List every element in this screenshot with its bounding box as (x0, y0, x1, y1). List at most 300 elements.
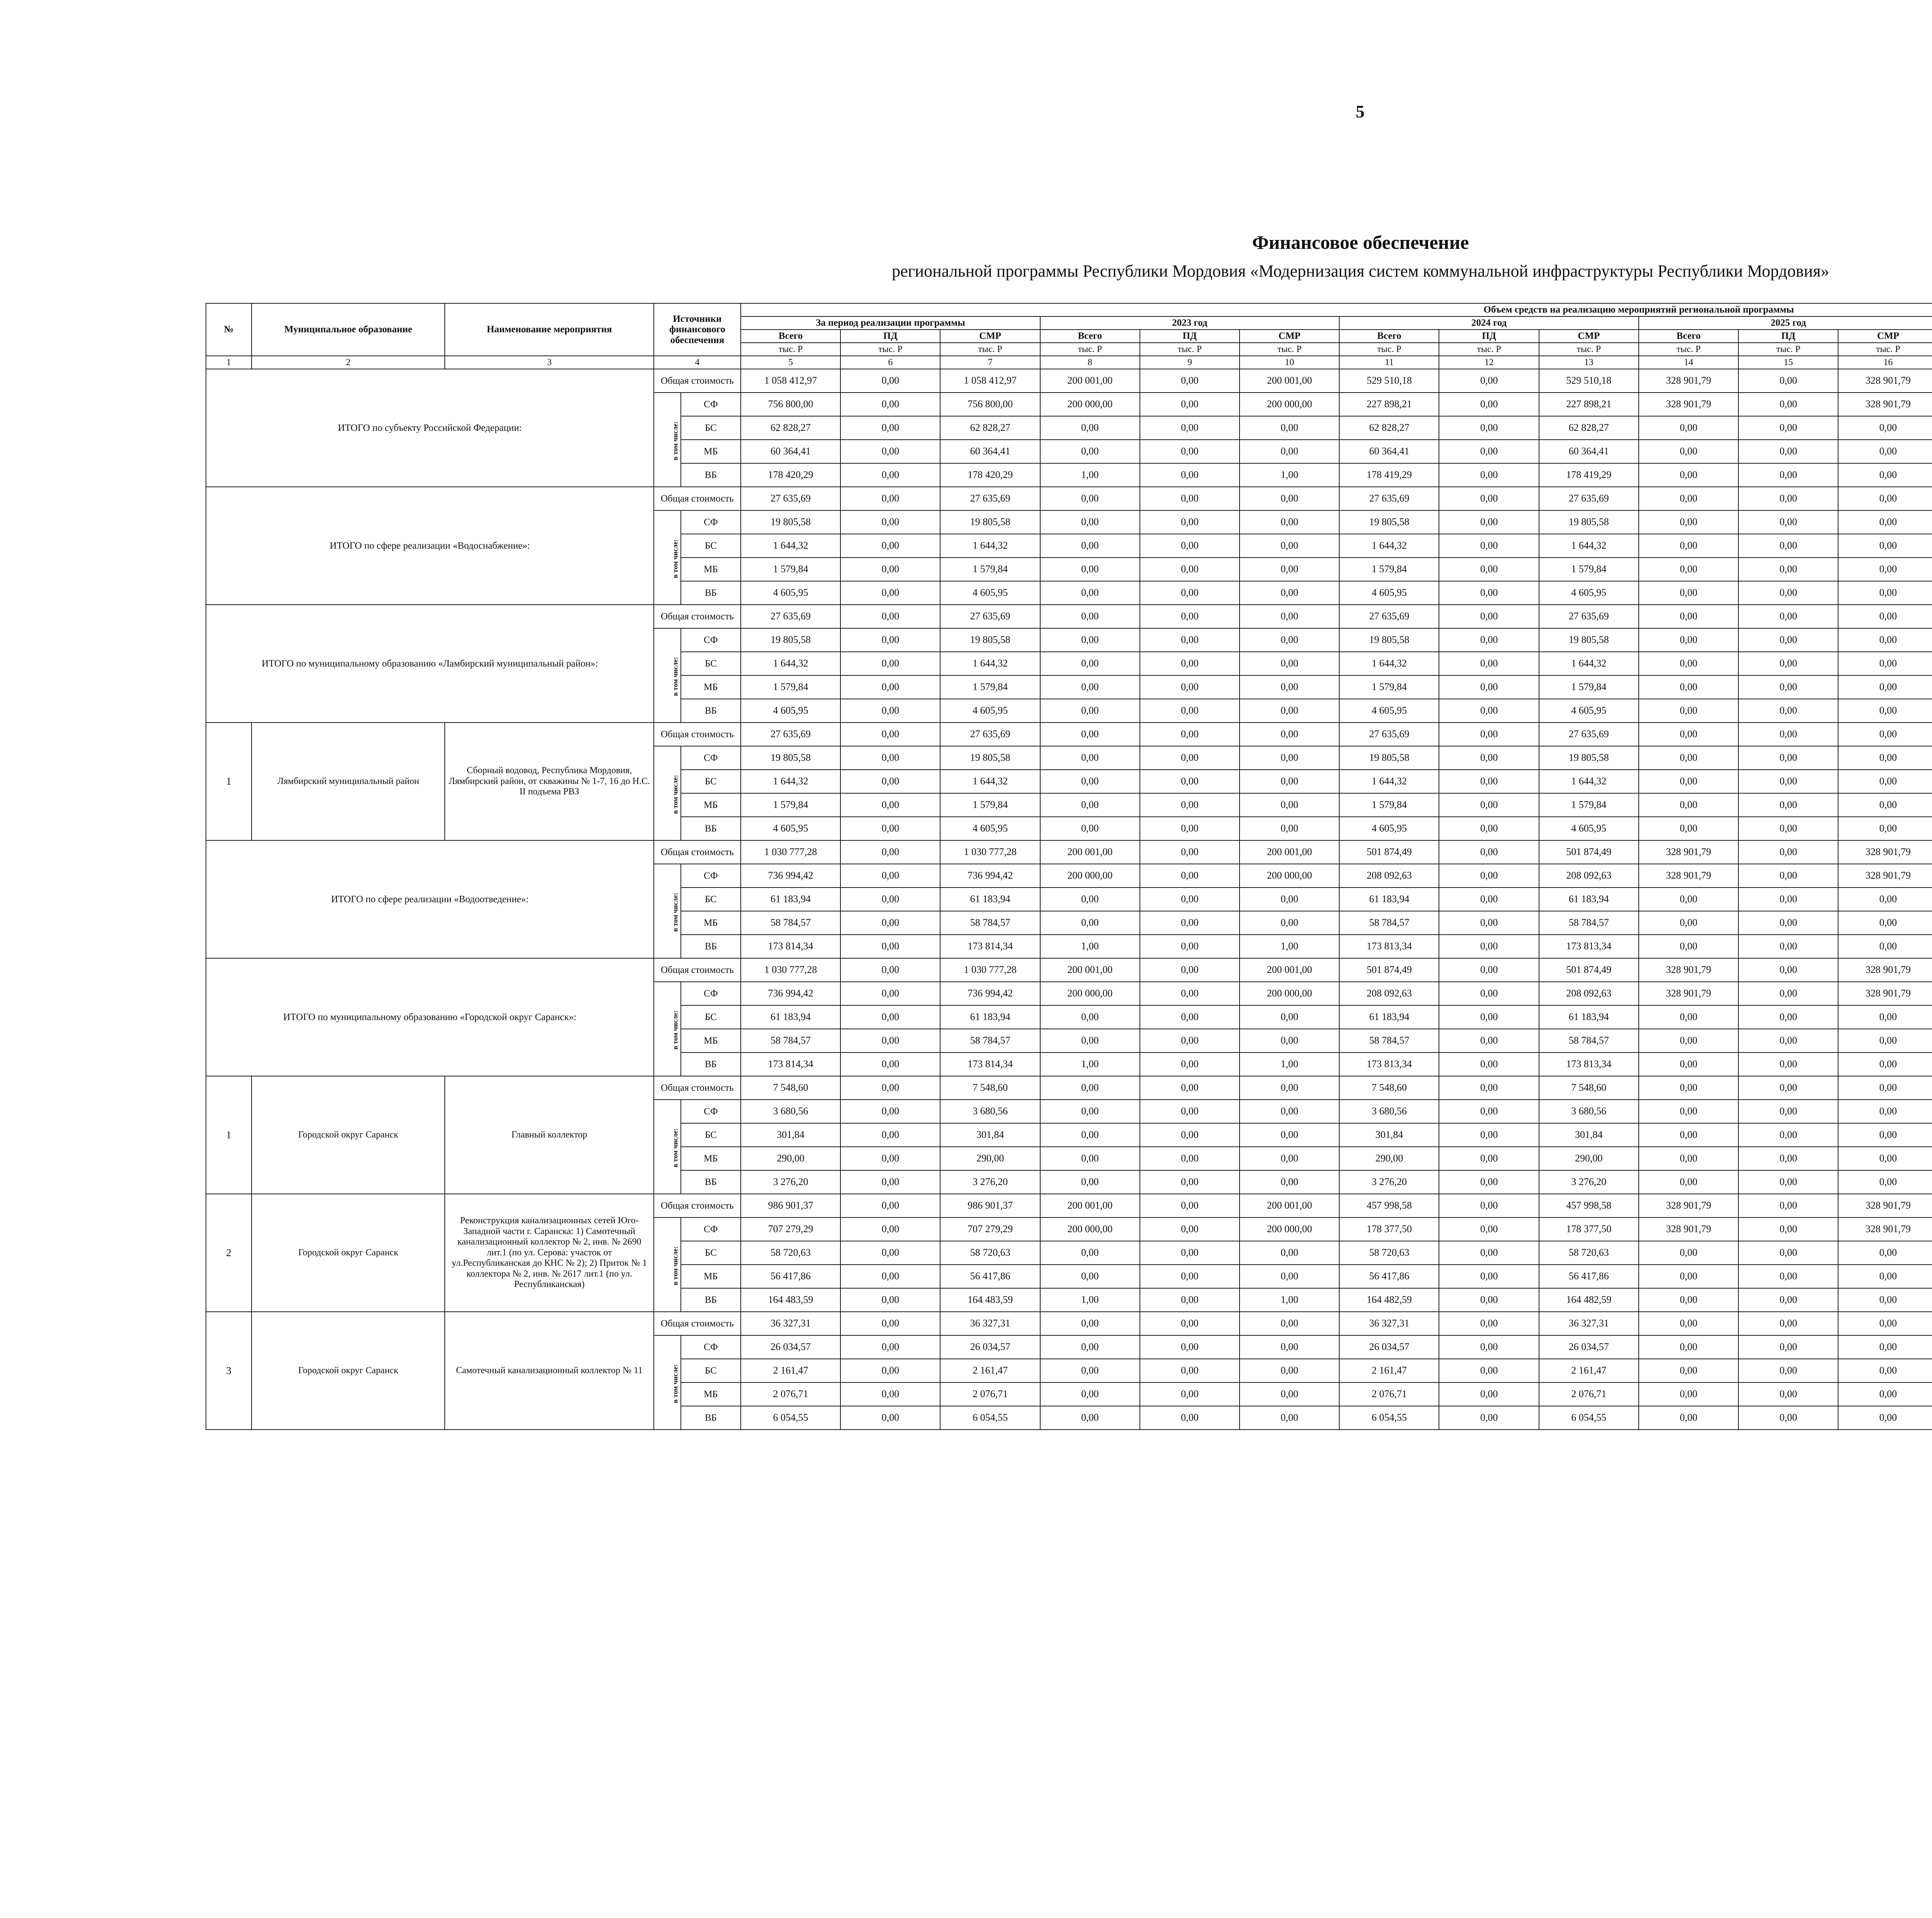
amount-cell: 200 001,00 (1040, 958, 1140, 982)
amount-cell: 1 644,32 (940, 652, 1040, 675)
header-unit: тыс. Р (1439, 343, 1539, 356)
amount-cell: 457 998,58 (1539, 1194, 1639, 1217)
amount-cell: 60 364,41 (1539, 440, 1639, 463)
amount-cell: 208 092,63 (1339, 864, 1439, 888)
amount-cell: 1,00 (1040, 1288, 1140, 1312)
amount-cell: 0,00 (840, 1170, 940, 1194)
amount-cell: 0,00 (1738, 1382, 1838, 1406)
amount-cell: 0,00 (1439, 1335, 1539, 1359)
amount-cell: 0,00 (1738, 1359, 1838, 1382)
total-cost-label: Общая стоимость (654, 723, 741, 746)
group-label: ИТОГО по муниципальному образованию «Ламбирский муниципальный район»: (206, 605, 654, 723)
amount-cell: 529 510,18 (1539, 369, 1639, 393)
amount-cell: 7 548,60 (1539, 1076, 1639, 1100)
amount-cell: 3 680,56 (741, 1100, 840, 1123)
header-unit: тыс. Р (1339, 343, 1439, 356)
activity-cell: Самотечный канализационный коллектор № 11 (445, 1312, 653, 1430)
header-municipality: Муниципальное образование (252, 303, 445, 356)
amount-cell: 61 183,94 (1539, 888, 1639, 911)
amount-cell: 0,00 (1439, 652, 1539, 675)
amount-cell: 0,00 (1040, 1335, 1140, 1359)
amount-cell: 0,00 (840, 440, 940, 463)
amount-cell: 736 994,42 (741, 864, 840, 888)
amount-cell: 1 030 777,28 (741, 958, 840, 982)
amount-cell: 0,00 (1738, 1147, 1838, 1170)
amount-cell: 0,00 (1240, 1170, 1339, 1194)
including-label: в том числе: (671, 1010, 679, 1050)
amount-cell: 3 276,20 (940, 1170, 1040, 1194)
amount-cell: 0,00 (840, 1288, 940, 1312)
amount-cell: 0,00 (1240, 1265, 1339, 1288)
source-label: ВБ (681, 935, 741, 958)
amount-cell: 0,00 (1140, 1382, 1240, 1406)
amount-cell: 56 417,86 (1339, 1265, 1439, 1288)
amount-cell: 501 874,49 (1539, 958, 1639, 982)
municipality-cell: Городской округ Саранск (252, 1076, 445, 1194)
amount-cell: 0,00 (1140, 1123, 1240, 1147)
amount-cell: 0,00 (1140, 675, 1240, 699)
amount-cell: 0,00 (1040, 817, 1140, 840)
amount-cell: 1 644,32 (940, 770, 1040, 793)
amount-cell: 1 030 777,28 (940, 840, 1040, 864)
header-subcolumn: ПД (840, 330, 940, 343)
source-label: ВБ (681, 1053, 741, 1076)
amount-cell: 62 828,27 (940, 416, 1040, 440)
amount-cell: 19 805,58 (940, 746, 1040, 770)
amount-cell: 0,00 (1140, 911, 1240, 935)
amount-cell: 0,00 (1140, 888, 1240, 911)
amount-cell: 58 784,57 (940, 911, 1040, 935)
source-label: БС (681, 1359, 741, 1382)
table-row (206, 487, 1932, 510)
amount-cell: 0,00 (840, 699, 940, 723)
amount-cell: 36 327,31 (1339, 1312, 1439, 1335)
amount-cell: 0,00 (1140, 534, 1240, 558)
amount-cell: 0,00 (1738, 1241, 1838, 1265)
amount-cell: 0,00 (1439, 746, 1539, 770)
amount-cell: 0,00 (1838, 1076, 1932, 1100)
header-subcolumn: ПД (1140, 330, 1240, 343)
amount-cell: 0,00 (1240, 605, 1339, 628)
amount-cell: 19 805,58 (741, 510, 840, 534)
header-subcolumn: ПД (1439, 330, 1539, 343)
amount-cell: 62 828,27 (1539, 416, 1639, 440)
amount-cell: 0,00 (1240, 1029, 1339, 1053)
amount-cell: 1 030 777,28 (741, 840, 840, 864)
amount-cell: 0,00 (1439, 911, 1539, 935)
municipality-cell: Городской округ Саранск (252, 1312, 445, 1430)
amount-cell: 1,00 (1040, 1053, 1140, 1076)
amount-cell: 0,00 (1439, 369, 1539, 393)
header-subcolumn: Всего (741, 330, 840, 343)
source-label: МБ (681, 793, 741, 817)
amount-cell: 328 901,79 (1838, 840, 1932, 864)
amount-cell: 0,00 (1738, 605, 1838, 628)
amount-cell: 0,00 (1240, 1005, 1339, 1029)
amount-cell: 200 000,00 (1040, 1217, 1140, 1241)
amount-cell: 0,00 (840, 746, 940, 770)
amount-cell: 0,00 (1838, 935, 1932, 958)
amount-cell: 0,00 (1639, 416, 1738, 440)
amount-cell: 0,00 (840, 911, 940, 935)
amount-cell: 0,00 (1838, 1288, 1932, 1312)
amount-cell: 0,00 (1439, 1100, 1539, 1123)
amount-cell: 0,00 (840, 723, 940, 746)
amount-cell: 0,00 (1838, 1241, 1932, 1265)
document-subtitle: региональной программы Республики Мордовия «Модернизация систем коммунальной инфраструктуры Республики Мордовия» (892, 262, 1829, 281)
amount-cell: 19 805,58 (1539, 628, 1639, 652)
amount-cell: 1,00 (1240, 1053, 1339, 1076)
amount-cell: 0,00 (1639, 534, 1738, 558)
amount-cell: 0,00 (1838, 605, 1932, 628)
amount-cell: 7 548,60 (1339, 1076, 1439, 1100)
amount-cell: 200 001,00 (1040, 840, 1140, 864)
amount-cell: 328 901,79 (1639, 864, 1738, 888)
amount-cell: 200 001,00 (1240, 840, 1339, 864)
amount-cell: 0,00 (1140, 935, 1240, 958)
amount-cell: 61 183,94 (1339, 888, 1439, 911)
header-column-number: 12 (1439, 356, 1539, 369)
amount-cell: 0,00 (1639, 793, 1738, 817)
amount-cell: 3 680,56 (1339, 1100, 1439, 1123)
amount-cell: 0,00 (1639, 911, 1738, 935)
amount-cell: 58 784,57 (940, 1029, 1040, 1053)
amount-cell: 0,00 (1439, 558, 1539, 581)
amount-cell: 0,00 (1040, 534, 1140, 558)
row-number: 1 (206, 1076, 252, 1194)
amount-cell: 1 644,32 (741, 770, 840, 793)
amount-cell: 0,00 (1439, 463, 1539, 487)
amount-cell: 0,00 (1639, 935, 1738, 958)
amount-cell: 0,00 (1040, 675, 1140, 699)
amount-cell: 0,00 (1439, 982, 1539, 1005)
amount-cell: 0,00 (1738, 888, 1838, 911)
amount-cell: 0,00 (1240, 1335, 1339, 1359)
amount-cell: 0,00 (1140, 652, 1240, 675)
amount-cell: 173 813,34 (1539, 935, 1639, 958)
table-header (206, 303, 1932, 369)
amount-cell: 27 635,69 (940, 605, 1040, 628)
document-title: Финансовое обеспечение (1252, 231, 1469, 253)
header-subcolumn: Всего (1639, 330, 1738, 343)
amount-cell: 0,00 (1140, 793, 1240, 817)
amount-cell: 0,00 (1439, 1288, 1539, 1312)
amount-cell: 0,00 (1240, 723, 1339, 746)
amount-cell: 0,00 (1639, 1382, 1738, 1406)
amount-cell: 0,00 (1738, 1100, 1838, 1123)
amount-cell: 1 579,84 (1339, 558, 1439, 581)
amount-cell: 0,00 (1738, 1029, 1838, 1053)
amount-cell: 0,00 (1040, 628, 1140, 652)
amount-cell: 0,00 (1738, 817, 1838, 840)
amount-cell: 0,00 (1738, 652, 1838, 675)
amount-cell: 200 001,00 (1240, 1194, 1339, 1217)
header-column-number: 10 (1240, 356, 1339, 369)
amount-cell: 0,00 (1738, 1288, 1838, 1312)
amount-cell: 0,00 (1738, 1170, 1838, 1194)
amount-cell: 2 161,47 (1339, 1359, 1439, 1382)
source-label: СФ (681, 1335, 741, 1359)
amount-cell: 1 030 777,28 (940, 958, 1040, 982)
source-label: ВБ (681, 1288, 741, 1312)
header-column-number: 14 (1639, 356, 1738, 369)
amount-cell: 0,00 (840, 605, 940, 628)
table-row (206, 369, 1932, 393)
amount-cell: 0,00 (1738, 416, 1838, 440)
source-label: МБ (681, 1382, 741, 1406)
amount-cell: 0,00 (1040, 440, 1140, 463)
amount-cell: 0,00 (1240, 534, 1339, 558)
amount-cell: 0,00 (1639, 581, 1738, 605)
amount-cell: 0,00 (1040, 1241, 1140, 1265)
amount-cell: 0,00 (1040, 581, 1140, 605)
source-label: БС (681, 1123, 741, 1147)
amount-cell: 0,00 (1240, 652, 1339, 675)
amount-cell: 173 814,34 (741, 935, 840, 958)
amount-cell: 0,00 (1738, 864, 1838, 888)
header-volume: Объем средств на реализацию мероприятий региональной программы (741, 303, 1932, 316)
municipality-cell: Городской округ Саранск (252, 1194, 445, 1312)
amount-cell: 6 054,55 (1539, 1406, 1639, 1430)
amount-cell: 0,00 (1439, 1382, 1539, 1406)
amount-cell: 0,00 (1738, 1194, 1838, 1217)
amount-cell: 2 076,71 (1539, 1382, 1639, 1406)
amount-cell: 1 579,84 (1539, 793, 1639, 817)
source-label: ВБ (681, 1406, 741, 1430)
amount-cell: 0,00 (1140, 1265, 1240, 1288)
row-number: 1 (206, 723, 252, 840)
amount-cell: 529 510,18 (1339, 369, 1439, 393)
amount-cell: 27 635,69 (1539, 723, 1639, 746)
amount-cell: 0,00 (1240, 1406, 1339, 1430)
amount-cell: 56 417,86 (1539, 1265, 1639, 1288)
source-label: МБ (681, 1265, 741, 1288)
amount-cell: 290,00 (940, 1147, 1040, 1170)
amount-cell: 707 279,29 (741, 1217, 840, 1241)
amount-cell: 328 901,79 (1639, 840, 1738, 864)
amount-cell: 0,00 (1639, 1406, 1738, 1430)
amount-cell: 0,00 (1240, 558, 1339, 581)
amount-cell: 164 483,59 (940, 1288, 1040, 1312)
amount-cell: 0,00 (1439, 1194, 1539, 1217)
amount-cell: 0,00 (1439, 1170, 1539, 1194)
amount-cell: 0,00 (1240, 770, 1339, 793)
header-unit: тыс. Р (840, 343, 940, 356)
amount-cell: 0,00 (1439, 510, 1539, 534)
amount-cell: 501 874,49 (1539, 840, 1639, 864)
header-column-number: 11 (1339, 356, 1439, 369)
amount-cell: 0,00 (840, 1359, 940, 1382)
amount-cell: 0,00 (840, 675, 940, 699)
amount-cell: 0,00 (1040, 911, 1140, 935)
amount-cell: 58 784,57 (1539, 911, 1639, 935)
amount-cell: 0,00 (1639, 1170, 1738, 1194)
amount-cell: 0,00 (840, 1241, 940, 1265)
amount-cell: 62 828,27 (1339, 416, 1439, 440)
amount-cell: 0,00 (1738, 793, 1838, 817)
amount-cell: 27 635,69 (940, 487, 1040, 510)
amount-cell: 0,00 (1738, 628, 1838, 652)
amount-cell: 208 092,63 (1339, 982, 1439, 1005)
including-label: в том числе: (671, 1246, 679, 1285)
amount-cell: 0,00 (840, 581, 940, 605)
amount-cell: 0,00 (1838, 723, 1932, 746)
amount-cell: 0,00 (840, 1005, 940, 1029)
amount-cell: 208 092,63 (1539, 864, 1639, 888)
table-row (206, 723, 1932, 746)
header-unit: тыс. Р (741, 343, 840, 356)
amount-cell: 0,00 (1140, 581, 1240, 605)
amount-cell: 0,00 (1738, 1053, 1838, 1076)
header-period: За период реализации программы (741, 316, 1040, 330)
amount-cell: 200 001,00 (1040, 1194, 1140, 1217)
amount-cell: 0,00 (1838, 628, 1932, 652)
amount-cell: 2 076,71 (940, 1382, 1040, 1406)
including-label: в том числе: (671, 1128, 679, 1168)
amount-cell: 0,00 (1439, 628, 1539, 652)
amount-cell: 0,00 (1738, 840, 1838, 864)
amount-cell: 0,00 (1439, 840, 1539, 864)
including-label: в том числе: (671, 657, 679, 696)
amount-cell: 0,00 (1140, 1335, 1240, 1359)
amount-cell: 328 901,79 (1838, 393, 1932, 416)
amount-cell: 19 805,58 (1339, 628, 1439, 652)
amount-cell: 0,00 (1738, 982, 1838, 1005)
amount-cell: 19 805,58 (1539, 746, 1639, 770)
amount-cell: 0,00 (1439, 440, 1539, 463)
amount-cell: 1 579,84 (1339, 793, 1439, 817)
amount-cell: 0,00 (1040, 416, 1140, 440)
amount-cell: 0,00 (1738, 393, 1838, 416)
amount-cell: 200 000,00 (1240, 393, 1339, 416)
header-subcolumn: СМР (1240, 330, 1339, 343)
amount-cell: 1 644,32 (1539, 770, 1639, 793)
table-body (206, 369, 1932, 1430)
amount-cell: 4 605,95 (1339, 581, 1439, 605)
amount-cell: 0,00 (1439, 605, 1539, 628)
amount-cell: 0,00 (1738, 1335, 1838, 1359)
amount-cell: 0,00 (1140, 817, 1240, 840)
including-label: в том числе: (671, 539, 679, 578)
source-label: ВБ (681, 1170, 741, 1194)
amount-cell: 0,00 (840, 1076, 940, 1100)
amount-cell: 0,00 (840, 817, 940, 840)
header-unit: тыс. Р (1738, 343, 1838, 356)
source-label: СФ (681, 746, 741, 770)
amount-cell: 0,00 (1639, 605, 1738, 628)
page-number: 5 (1355, 102, 1365, 121)
amount-cell: 0,00 (840, 1312, 940, 1335)
amount-cell: 2 161,47 (940, 1359, 1040, 1382)
amount-cell: 178 377,50 (1539, 1217, 1639, 1241)
amount-cell: 178 420,29 (741, 463, 840, 487)
amount-cell: 1 579,84 (741, 793, 840, 817)
amount-cell: 0,00 (1439, 534, 1539, 558)
amount-cell: 0,00 (1639, 1123, 1738, 1147)
amount-cell: 0,00 (1240, 1312, 1339, 1335)
source-label: СФ (681, 864, 741, 888)
amount-cell: 0,00 (840, 1217, 940, 1241)
header-column-number: 4 (654, 356, 741, 369)
amount-cell: 0,00 (840, 793, 940, 817)
amount-cell: 3 276,20 (1339, 1170, 1439, 1194)
amount-cell: 328 901,79 (1639, 369, 1738, 393)
amount-cell: 1 644,32 (940, 534, 1040, 558)
amount-cell: 0,00 (1140, 1076, 1240, 1100)
amount-cell: 0,00 (1140, 463, 1240, 487)
amount-cell: 19 805,58 (940, 628, 1040, 652)
header-unit: тыс. Р (1240, 343, 1339, 356)
amount-cell: 0,00 (1140, 1359, 1240, 1382)
amount-cell: 0,00 (1240, 416, 1339, 440)
amount-cell: 0,00 (840, 840, 940, 864)
amount-cell: 0,00 (1639, 1029, 1738, 1053)
amount-cell: 60 364,41 (940, 440, 1040, 463)
amount-cell: 58 784,57 (1539, 1029, 1639, 1053)
amount-cell: 0,00 (1838, 440, 1932, 463)
amount-cell: 0,00 (1738, 935, 1838, 958)
amount-cell: 1 644,32 (741, 534, 840, 558)
amount-cell: 0,00 (1439, 723, 1539, 746)
amount-cell: 0,00 (1738, 510, 1838, 534)
amount-cell: 0,00 (1838, 1335, 1932, 1359)
header-sources: Источники финансового обеспечения (654, 303, 741, 356)
amount-cell: 0,00 (1838, 911, 1932, 935)
header-column-number: 6 (840, 356, 940, 369)
amount-cell: 0,00 (1240, 699, 1339, 723)
amount-cell: 4 605,95 (940, 817, 1040, 840)
amount-cell: 0,00 (1040, 1076, 1140, 1100)
amount-cell: 0,00 (1838, 487, 1932, 510)
amount-cell: 0,00 (1439, 699, 1539, 723)
amount-cell: 61 183,94 (1339, 1005, 1439, 1029)
amount-cell: 0,00 (1439, 888, 1539, 911)
amount-cell: 0,00 (1439, 1005, 1539, 1029)
amount-cell: 0,00 (1240, 510, 1339, 534)
amount-cell: 164 483,59 (741, 1288, 840, 1312)
amount-cell: 36 327,31 (741, 1312, 840, 1335)
amount-cell: 200 000,00 (1040, 982, 1140, 1005)
amount-cell: 58 784,57 (1339, 911, 1439, 935)
amount-cell: 0,00 (1140, 1029, 1240, 1053)
amount-cell: 200 000,00 (1240, 864, 1339, 888)
amount-cell: 0,00 (1040, 1382, 1140, 1406)
amount-cell: 0,00 (840, 1406, 940, 1430)
amount-cell: 1 644,32 (1339, 770, 1439, 793)
amount-cell: 0,00 (1838, 416, 1932, 440)
amount-cell: 164 482,59 (1339, 1288, 1439, 1312)
amount-cell: 0,00 (1639, 1335, 1738, 1359)
amount-cell: 200 000,00 (1240, 982, 1339, 1005)
amount-cell: 986 901,37 (940, 1194, 1040, 1217)
amount-cell: 0,00 (1040, 888, 1140, 911)
amount-cell: 0,00 (1140, 1406, 1240, 1430)
amount-cell: 6 054,55 (1339, 1406, 1439, 1430)
amount-cell: 0,00 (1040, 770, 1140, 793)
amount-cell: 0,00 (1439, 935, 1539, 958)
amount-cell: 0,00 (1240, 628, 1339, 652)
amount-cell: 0,00 (1040, 1100, 1140, 1123)
amount-cell: 1,00 (1240, 1288, 1339, 1312)
amount-cell: 1 058 412,97 (940, 369, 1040, 393)
amount-cell: 0,00 (840, 1382, 940, 1406)
amount-cell: 328 901,79 (1838, 1217, 1932, 1241)
amount-cell: 3 276,20 (1539, 1170, 1639, 1194)
amount-cell: 0,00 (840, 1053, 940, 1076)
amount-cell: 0,00 (1838, 1029, 1932, 1053)
amount-cell: 6 054,55 (940, 1406, 1040, 1430)
amount-cell: 27 635,69 (1539, 605, 1639, 628)
